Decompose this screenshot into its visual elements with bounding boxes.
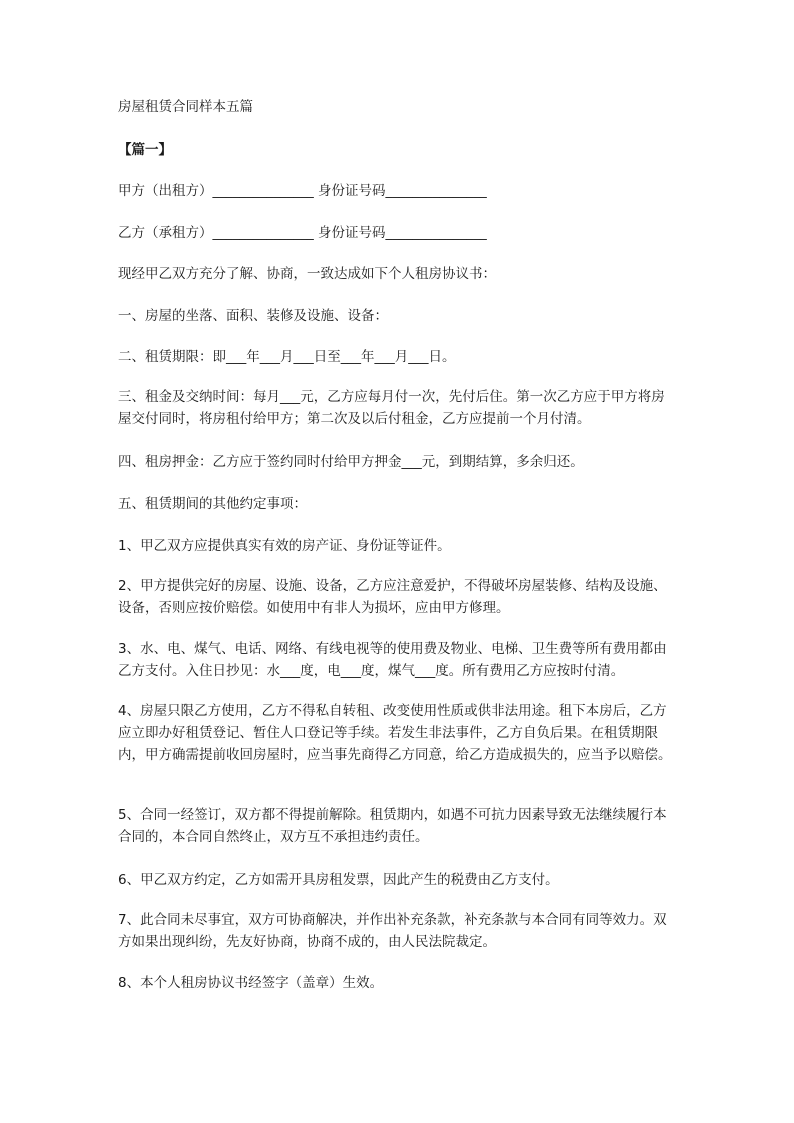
item-6: 6、甲乙双方约定，乙方如需开具房租发票，因此产生的税费由乙方支付。 — [118, 872, 559, 888]
clause-5: 五、租赁期间的其他约定事项： — [118, 496, 307, 512]
clause-3: 三、租金及交纳时间：每月___元，乙方应每月付一次，先付后住。第一次乙方应于甲方将房屋交付同时，将房租付给甲方；第二次及以后付租金，乙方应提前一个月付清。 — [118, 389, 665, 427]
party-a-line: 甲方（出租方）_______________ 身份证号码_______________ — [118, 183, 487, 199]
section-heading: 【篇一】 — [118, 142, 172, 158]
item-3: 3、水、电、煤气、电话、网络、有线电视等的使用费及物业、电梯、卫生费等所有费用都由乙方支付。入住日抄见：水___度，电___度，煤气___度。所有费用乙方应按时付清。 — [118, 641, 667, 679]
item-4: 4、房屋只限乙方使用，乙方不得私自转租、改变使用性质或供非法用途。租下本房后，乙方应立即办好租赁登记、暂住人口登记等手续。若发生非法事件，乙方自负后果。在租赁期限内，甲方确需提前收回房屋时，应当事先商得乙方同意，给乙方造成损失的，应当予以赔偿。 — [118, 703, 672, 763]
clause-4: 四、租房押金：乙方应于签约同时付给甲方押金___元，到期结算，多余归还。 — [118, 454, 584, 470]
item-7: 7、此合同未尽事宜，双方可协商解决，并作出补充条款，补充条款与本合同有同等效力。双方如果出现纠纷，先友好协商，协商不成的，由人民法院裁定。 — [118, 912, 667, 950]
item-2: 2、甲方提供完好的房屋、设施、设备，乙方应注意爱护，不得破坏房屋装修、结构及设施、设备，否则应按价赔偿。如使用中有非人为损坏，应由甲方修理。 — [118, 578, 667, 616]
item-1: 1、甲乙双方应提供真实有效的房产证、身份证等证件。 — [118, 538, 451, 554]
item-8: 8、本个人租房协议书经签字（盖章）生效。 — [118, 975, 384, 991]
clause-2: 二、租赁期限：即___年___月___日至___年___月___日。 — [118, 349, 456, 365]
party-b-line: 乙方（承租方）_______________ 身份证号码_______________ — [118, 225, 487, 241]
item-5: 5、合同一经签订，双方都不得提前解除。租赁期内，如遇不可抗力因素导致无法继续履行本合同的，本合同自然终止，双方互不承担违约责任。 — [118, 807, 667, 845]
document-title: 房屋租赁合同样本五篇 — [118, 99, 253, 115]
intro-paragraph: 现经甲乙双方充分了解、协商，一致达成如下个人租房协议书： — [118, 266, 496, 282]
clause-1: 一、房屋的坐落、面积、装修及设施、设备： — [118, 308, 388, 324]
